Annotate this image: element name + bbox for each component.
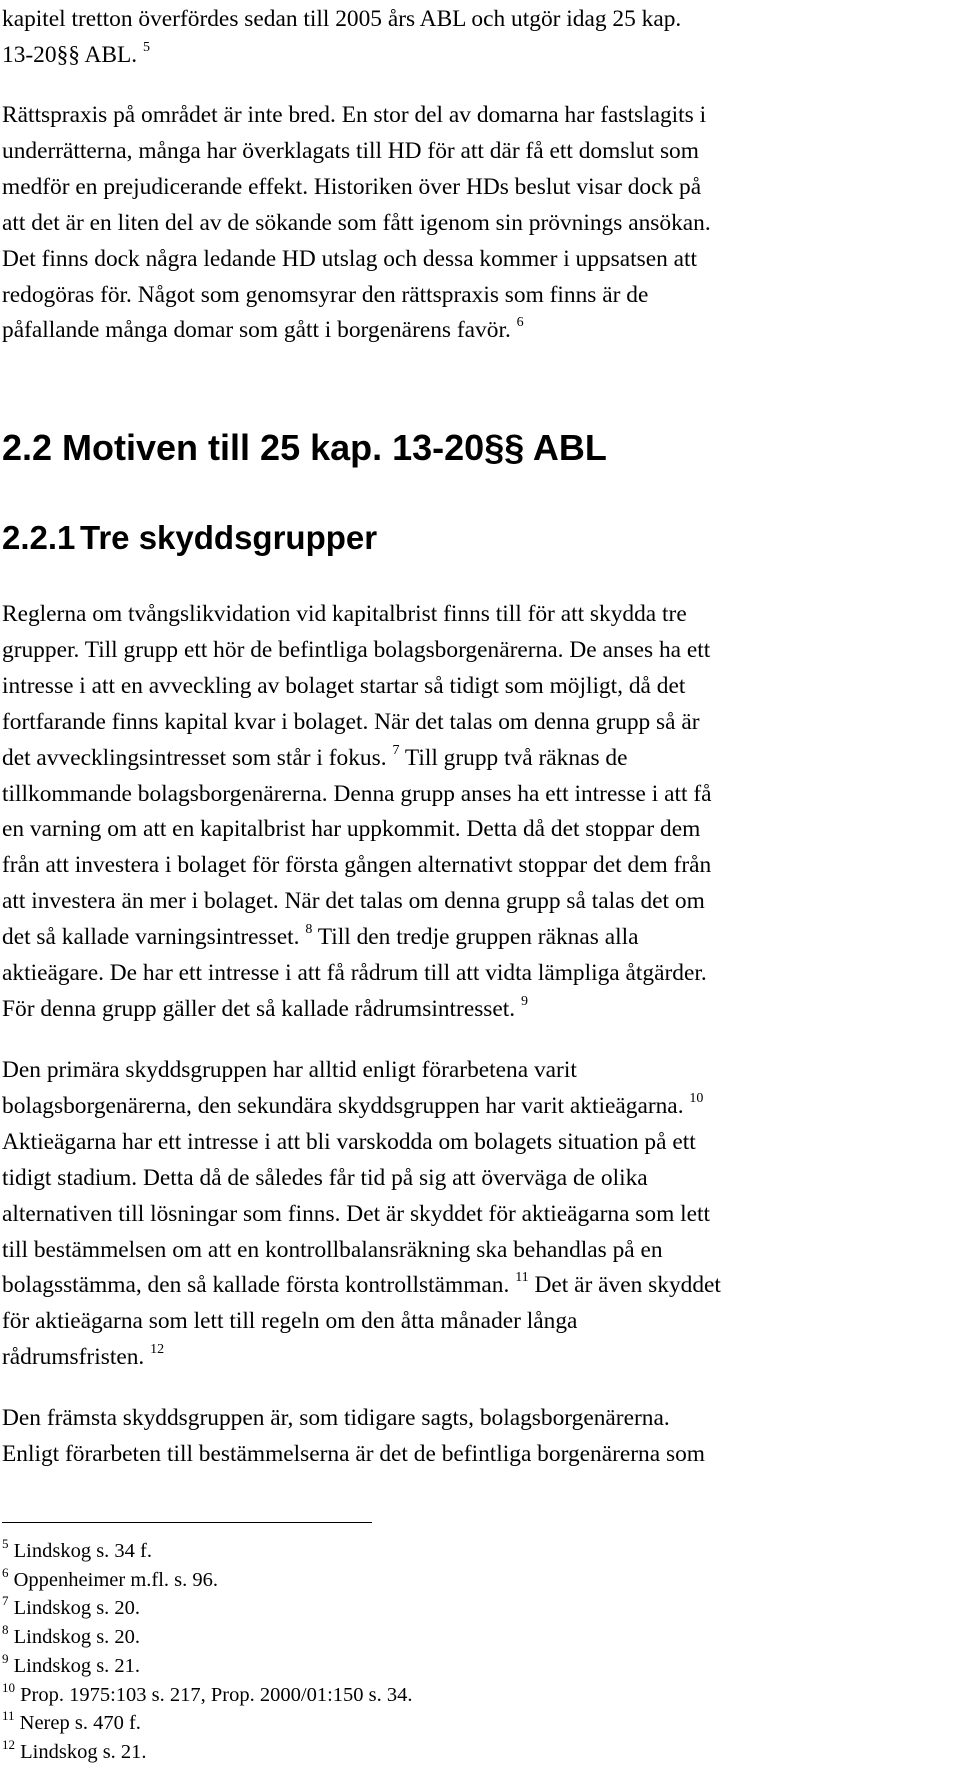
text-line: Den primära skyddsgruppen har alltid enligt förarbetena varit <box>2 1057 577 1083</box>
footnote-number: 6 <box>2 1564 9 1580</box>
text-line <box>2 1340 947 1376</box>
paragraph-intro <box>2 2 947 74</box>
paragraph-praxis <box>2 98 947 349</box>
footnote-text: Lindskog s. 34 f. <box>13 1540 152 1562</box>
footnote-ref[interactable]: 10 <box>689 1090 704 1106</box>
footnote <box>2 1709 413 1738</box>
footnote-number: 7 <box>2 1593 9 1609</box>
footnote-text: Prop. 1975:103 s. 217, Prop. 2000/01:150 s. 34. <box>20 1683 413 1706</box>
text-line: medför en prejudicerande effekt. Historiken över HDs beslut visar dock på <box>2 173 702 200</box>
footnote-ref[interactable]: 9 <box>521 993 528 1009</box>
footnote-number: 11 <box>2 1708 15 1724</box>
footnote-ref[interactable]: 8 <box>305 922 313 938</box>
footnote-number: 10 <box>2 1679 15 1695</box>
text-line <box>2 38 947 74</box>
footnote <box>2 1652 413 1681</box>
text-line <box>2 1268 947 1304</box>
footnotes <box>2 1537 413 1767</box>
text-line: för aktieägarna som lett till regeln om den åtta månader långa <box>2 1308 578 1335</box>
footnote-ref[interactable]: 6 <box>516 315 524 331</box>
paragraph-primary <box>2 1053 947 1376</box>
text-line: att investera än mer i bolaget. När det talas om denna grupp så talas det om <box>2 888 705 915</box>
footnote <box>2 1623 413 1652</box>
text-fragment: Till den tredje gruppen räknas alla <box>312 924 639 951</box>
section-heading: 2.2 Motiven till 25 kap. 13-20§§ ABL <box>2 427 607 468</box>
text-fragment: Till grupp två räknas de <box>399 744 628 771</box>
footnote-number: 8 <box>2 1622 9 1638</box>
footnote <box>2 1594 413 1623</box>
text-fragment: Det är även skyddet <box>528 1272 721 1299</box>
footnote-ref[interactable]: 12 <box>150 1342 165 1358</box>
text-line: grupper. Till grupp ett hör de befintliga bolagsborgenärerna. De anses ha ett <box>2 636 711 663</box>
text-line: Den främsta skyddsgruppen är, som tidigare sagts, bolagsborgenärerna. <box>2 1405 670 1431</box>
text-line <box>2 313 947 349</box>
text-line: till bestämmelsen om att en kontrollbalansräkning ska behandlas på en <box>2 1236 663 1263</box>
text-fragment: det avvecklingsintresset som står i fokus. <box>2 744 387 771</box>
text-line <box>2 1089 947 1125</box>
text-line <box>2 992 947 1028</box>
footnote-text: Lindskog s. 20. <box>13 1597 141 1620</box>
subsection-heading <box>2 518 377 558</box>
text-line: Det finns dock några ledande HD utslag och dessa kommer i uppsatsen att <box>2 245 698 272</box>
text-line: från att investera i bolaget för första gången alternativt stoppar det dem från <box>2 852 712 879</box>
text-line: redogöras för. Något som genomsyrar den rättspraxis som finns är de <box>2 281 649 308</box>
text-line <box>2 920 947 956</box>
footnote-number: 12 <box>2 1736 15 1752</box>
text-line: kapitel tretton överfördes sedan till 2005 års ABL och utgör idag 25 kap. <box>2 6 682 32</box>
footnote <box>2 1566 413 1595</box>
footnote-ref[interactable]: 5 <box>143 39 151 55</box>
text-line: en varning om att en kapitalbrist har uppkommit. Detta då det stoppar dem <box>2 816 701 843</box>
text-line: tillkommande bolagsborgenärerna. Denna grupp anses ha ett intresse i att få <box>2 780 712 807</box>
footnote-number: 5 <box>2 1536 9 1551</box>
footnote <box>2 1681 413 1710</box>
footnote-text: Lindskog s. 21. <box>20 1740 147 1763</box>
text-line <box>2 741 947 777</box>
subsection-title: Tre skyddsgrupper <box>80 519 378 556</box>
text-fragment: bolagsborgenärerna, den sekundära skyddsgruppen har varit aktieägarna. <box>2 1092 684 1119</box>
text-fragment: påfallande många domar som gått i borgenärens favör. <box>2 317 511 344</box>
footnote <box>2 1738 413 1767</box>
footnote-text: Lindskog s. 20. <box>13 1626 141 1649</box>
footnote-number: 9 <box>2 1650 9 1666</box>
text-line: Aktieägarna har ett intresse i att bli varskodda om bolagets situation på ett <box>2 1128 696 1155</box>
text-line: underrätterna, många har överklagats till HD för att där få ett domslut som <box>2 137 699 164</box>
footnote-separator <box>2 1522 372 1523</box>
paragraph-foremost <box>2 1401 947 1473</box>
subsection-number: 2.2.1 <box>2 519 76 556</box>
text-fragment: det så kallade varningsintresset. <box>2 924 300 951</box>
footnote-text: Nerep s. 470 f. <box>19 1712 141 1735</box>
text-fragment: 13-20§§ ABL. <box>2 41 138 68</box>
paragraph-groups <box>2 597 947 1028</box>
text-line: intresse i att en avveckling av bolaget startar så tidigt som möjligt, då det <box>2 672 686 699</box>
text-fragment: rådrumsfristen. <box>2 1344 145 1371</box>
text-fragment: bolagsstämma, den så kallade första kontrollstämman. <box>2 1272 510 1299</box>
text-line: Rättspraxis på området är inte bred. En stor del av domarna har fastslagits i <box>2 102 707 128</box>
text-line: att det är en liten del av de sökande som fått igenom sin prövnings ansökan. <box>2 209 711 236</box>
text-line: fortfarande finns kapital kvar i bolaget. När det talas om denna grupp så är <box>2 708 700 735</box>
text-line: Enligt förarbeten till bestämmelserna är det de befintliga borgenärerna som <box>2 1440 705 1467</box>
footnote-ref[interactable]: 11 <box>515 1270 529 1286</box>
footnote-text: Oppenheimer m.fl. s. 96. <box>13 1568 219 1591</box>
footnote <box>2 1537 413 1566</box>
text-line: Reglerna om tvångslikvidation vid kapitalbrist finns till för att skydda tre <box>2 601 687 627</box>
footnote-text: Lindskog s. 21. <box>13 1654 141 1677</box>
text-line: aktieägare. De har ett intresse i att få rådrum till att vidta lämpliga åtgärder. <box>2 960 707 987</box>
text-line: tidigt stadium. Detta då de således får tid på sig att överväga de olika <box>2 1164 648 1191</box>
text-fragment: För denna grupp gäller det så kallade rådrumsintresset. <box>2 995 516 1022</box>
footnote-ref[interactable]: 7 <box>392 742 400 758</box>
text-line: alternativen till lösningar som finns. Det är skyddet för aktieägarna som lett <box>2 1200 711 1227</box>
